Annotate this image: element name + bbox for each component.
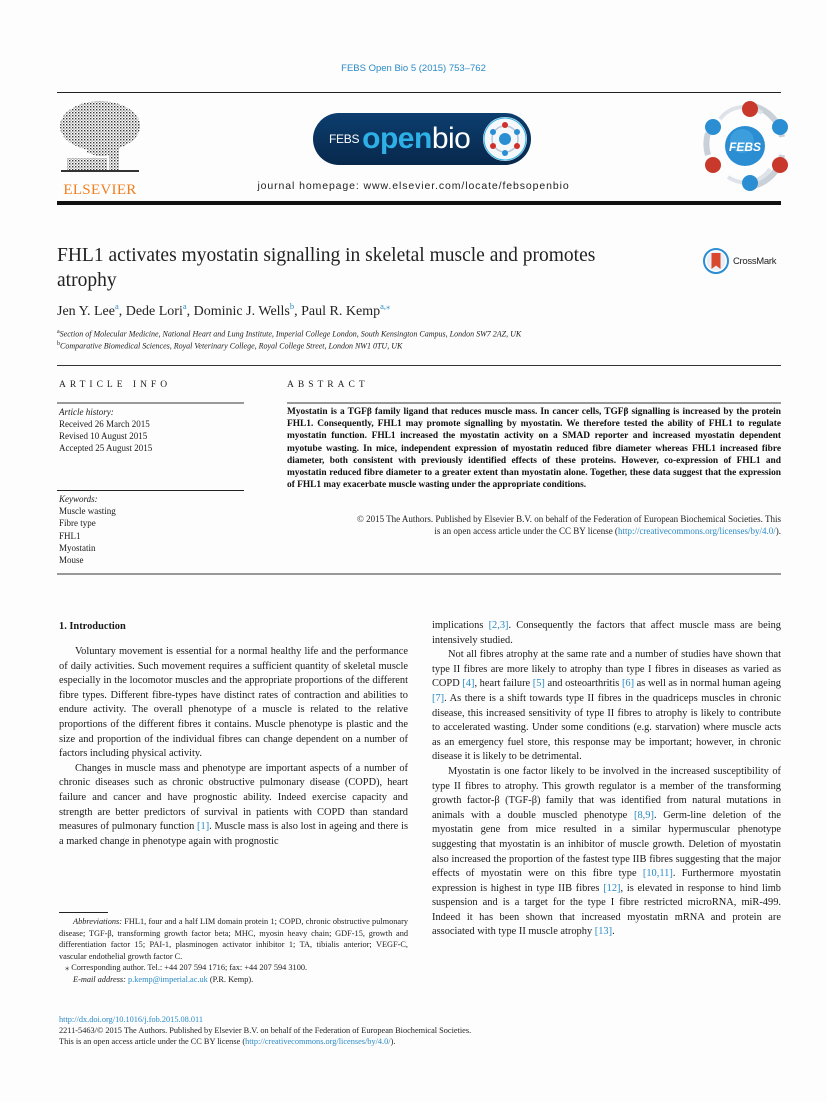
footnotes: [59, 916, 408, 986]
author-name: Jen Y. Lee: [57, 304, 115, 319]
article-history: [59, 406, 152, 454]
abbreviations-text: FHL1, four and a half LIM domain protein 1; COPD, chronic obstructive pulmonary disease; TGF-β, transforming growth factor beta; MHC, myosin heavy chain; GDF-15, growth and differentiation factor 15; PAI-1, plasminogen activator inhibitor 1; TA, tibialis anterior; VEGF-C, vascular endothelial growth factor C.: [59, 917, 408, 961]
abstract-text: Myostatin is a TGFβ family ligand that reduces muscle mass. In cancer cells, TGFβ signalling is increased by the protein FHL1. Consequently, FHL1 may promote signalling by myostatin. We therefore tested the ability of FHL1 to regulate myostatin function. FHL1 increased the myostatin activity on a SMAD reporter and increased myostatin dependent myotube wasting. In mice, independent expression of myostatin reduced fibre diameter whereas FHL1 increased fibre diameter, both consistent with previously identified effects of these proteins. However, co-expression of FHL1 and myostatin reduced fibre diameter to a greater extent than myostatin alone. Together, these data suggest that the expression of FHL1 may exacerbate muscle wasting under the appropriate conditions.: [287, 407, 781, 491]
article-title: FHL1 activates myostatin signalling in skeletal muscle and promotes atrophy: [57, 245, 596, 291]
banner-bio-text: bio: [431, 122, 471, 155]
abbreviations-footnote: [59, 916, 408, 962]
openbio-molecule-icon: [483, 117, 527, 161]
header-thick-rule: [57, 201, 781, 205]
affiliation-mark[interactable]: a: [182, 301, 187, 311]
journal-citation-link[interactable]: FEBS Open Bio 5 (2015) 753–762: [341, 63, 486, 74]
keyword: FHL1: [59, 530, 81, 541]
license-suffix: ).: [775, 526, 781, 536]
paragraph-text: Voluntary movement is essential for a normal healthy life and the performance of daily activities. Such movement requires a sufficient quantity of skeletal muscle especially in the locomotor muscles and the appropriate proportions of the different fibre types. Different fibre-types have distinct rates of contraction and abilities to endure activity. The overall phenotype of a muscle is related to the relative proportions of the different fibres it contains. Muscle phenotype is plastic and the size and proportion of the individual fibres can change dependent on a number of factors including physical activity.: [59, 646, 408, 760]
article-info-heading: ARTICLE INFO: [59, 380, 172, 390]
febs-openbio-banner: [313, 113, 531, 165]
keywords-list: [59, 493, 116, 566]
affiliation-mark[interactable]: a,⁎: [380, 301, 391, 311]
body-paragraph: [432, 648, 781, 765]
paragraph-text: implications: [432, 620, 489, 631]
citation-link[interactable]: [1]: [197, 821, 210, 833]
email-suffix: (P.R. Kemp).: [207, 974, 254, 984]
elsevier-wordmark: ELSEVIER: [63, 182, 137, 198]
bottom-doi-block: [59, 1014, 471, 1047]
section-heading-introduction: 1. Introduction: [59, 621, 126, 632]
bottom-license-suffix: ).: [390, 1037, 396, 1046]
doi-link[interactable]: http://dx.doi.org/10.1016/j.fob.2015.08.011: [59, 1015, 204, 1024]
body-paragraph: [59, 645, 408, 762]
citation-link[interactable]: [2,3]: [488, 620, 509, 631]
body-paragraph: [59, 762, 408, 850]
body-paragraph: [432, 619, 781, 648]
paragraph-text: . Consequently the factors that affect muscle mass are being intensively studied.: [432, 620, 782, 646]
citation-link[interactable]: [12]: [603, 882, 621, 894]
footnote-rule: [59, 912, 108, 913]
header-rule: [57, 92, 781, 93]
paragraph-text: .: [612, 926, 615, 938]
paragraph-text: Changes in muscle mass and phenotype are important aspects of a number of chronic diseases such as chronic obstructive pulmonary disease (COPD), heart failure and cancer and have prognostic ability. Indeed exercise capacity and strength are better predictors of survival in patients with COPD than standard measures of pulmonary function: [59, 762, 408, 833]
article-info-rule: [57, 402, 244, 404]
front-matter-rule: [57, 365, 781, 366]
paragraph-text: , is elevated in response to hind limb suspension and is a target for the type I fibre restricted microRNA, miR-499. Indeed it has been shown that increased myostatin mRNA and protein are associated with type II muscle atrophy: [432, 882, 781, 938]
license-prefix: is an open access article under the CC BY license (: [434, 526, 618, 536]
copyright-line: © 2015 The Authors. Published by Elsevier B.V. on behalf of the Federation of European Biochemical Societies. This: [356, 514, 781, 524]
corresponding-author-note: ⁎ Corresponding author. Tel.: +44 207 594 1716; fax: +44 207 594 3100.: [65, 963, 308, 973]
affiliation-a-mark: a: [57, 329, 60, 335]
homepage-prefix: journal homepage:: [257, 180, 364, 192]
keyword: Myostatin: [59, 542, 96, 553]
email-footnote: [59, 974, 408, 986]
author-separator: ,: [186, 304, 194, 319]
author[interactable]: [301, 301, 391, 319]
author-list: [57, 301, 390, 320]
email-link[interactable]: p.kemp@imperial.ac.uk: [128, 974, 208, 984]
paragraph-text: . Muscle mass is also lost in ageing and there is a marked change in phenotype again with prognostic: [59, 821, 408, 847]
crossmark-label: CrossMark: [733, 255, 777, 267]
crossmark-icon: [703, 248, 729, 274]
email-label: E-mail address:: [73, 974, 126, 984]
author-name: Dominic J. Wells: [193, 304, 290, 319]
citation-link[interactable]: [6]: [621, 678, 635, 690]
history-label: Article history:: [59, 407, 114, 417]
affiliation-mark[interactable]: b: [289, 301, 295, 311]
body-column-left: [59, 645, 408, 849]
author-name: Dede Lori: [125, 304, 183, 319]
citation-link[interactable]: [4]: [462, 678, 475, 690]
author-separator: ,: [118, 304, 126, 319]
citation-link[interactable]: [8,9]: [634, 809, 654, 821]
svg-text:FEBS: FEBS: [728, 140, 762, 154]
citation-link[interactable]: [7]: [432, 692, 445, 704]
abstract-copyright: [287, 513, 781, 537]
history-accepted: Accepted 25 August 2015: [59, 443, 153, 453]
body-column-right: [432, 619, 781, 940]
issn-line: 2211-5463/© 2015 The Authors. Published by Elsevier B.V. on behalf of the Federation of European Biochemical Societies.: [59, 1026, 472, 1035]
bottom-license-link[interactable]: http://creativecommons.org/licenses/by/4.0/: [245, 1037, 391, 1046]
abstract-heading: ABSTRACT: [287, 380, 369, 390]
bottom-license-prefix: This is an open access article under the CC BY license (: [59, 1037, 246, 1046]
author-name: Paul R. Kemp: [301, 304, 381, 319]
author[interactable]: [193, 301, 295, 319]
citation-link[interactable]: [5]: [532, 678, 545, 690]
abstract-rule: [287, 402, 781, 404]
affiliation-b: [57, 341, 402, 351]
febs-society-logo: [700, 97, 790, 193]
paragraph-text: Not all fibres atrophy at the same rate and a number of studies have shown that type II fibres are more likely to atrophy than type I fibres in diseases as varied as COPD: [432, 649, 781, 690]
affiliation-a: [57, 329, 521, 339]
keyword: Mouse: [59, 555, 84, 566]
paragraph-text: . Furthermore myostatin expression is highest in type IIB fibres: [432, 868, 781, 894]
affiliation-a-text: Section of Molecular Medicine, National Heart and Lung Institute, Imperial College London, South Kensington Campus, London SW7 2AZ, UK: [59, 329, 522, 339]
affiliation-mark[interactable]: a: [114, 301, 119, 311]
bottom-license-line: [59, 1036, 471, 1047]
banner-febs-text: FEBS: [329, 132, 360, 146]
citation-link[interactable]: [10,11]: [642, 868, 673, 880]
author[interactable]: [125, 301, 187, 319]
paragraph-text: and osteoarthritis: [544, 678, 622, 690]
keywords-rule: [57, 490, 244, 491]
citation-link[interactable]: [13]: [594, 926, 613, 938]
license-link[interactable]: http://creativecommons.org/licenses/by/4.0/: [617, 526, 776, 536]
abbreviations-label: Abbreviations:: [73, 917, 123, 926]
banner-open-text: open: [362, 122, 432, 155]
paragraph-text: as well as in normal human ageing: [634, 678, 781, 690]
affiliation-b-text: Comparative Biomedical Sciences, Royal Veterinary College, Royal College Street, London NW1 0TU, UK: [60, 341, 403, 351]
homepage-link[interactable]: www.elsevier.com/locate/febsopenbio: [363, 180, 570, 192]
history-received: Received 26 March 2015: [59, 419, 150, 429]
keywords-label: Keywords:: [59, 494, 98, 504]
history-revised: Revised 10 August 2015: [59, 431, 148, 441]
keyword: Muscle wasting: [59, 506, 116, 517]
paragraph-text: , heart failure: [474, 678, 533, 690]
elsevier-tree-icon: [57, 100, 143, 175]
body-paragraph: [432, 765, 781, 940]
author-separator: ,: [294, 304, 302, 319]
author[interactable]: [57, 301, 119, 319]
abstract-bottom-rule: [57, 573, 781, 575]
crossmark-button[interactable]: [703, 248, 776, 274]
paragraph-text: . Germ-line deletion of the myostatin gene from mice resulted in a similar hypermuscular phenotype suggesting that myostatin is an inhibitor of muscle growth. Deletion of myostatin also increased the proportion of the fastest type IIB fibres suggesting that the major effects of myostatin were on this fibre type: [432, 809, 781, 880]
affiliation-b-mark: b: [57, 341, 60, 347]
paragraph-text: Myostatin is one factor likely to be involved in the increased susceptibility of type II fibres to atrophy. This growth regulator is a member of the transforming growth factor-β (TGF-β) family that was identified from natural mutations in animals with a double muscled phenotype: [432, 765, 781, 821]
keyword: Fibre type: [59, 518, 96, 529]
paragraph-text: . As there is a shift towards type II fibres in the quadriceps muscles in chronic disease, this increased sensitivity of type II fibres to atrophy is likely to contribute to accelerated wasting. Under some conditions (e.g. starvation) where muscle acts as an emergency fuel store, this response may be important; however, in chronic disease it is likely to be detrimental.: [432, 692, 781, 763]
